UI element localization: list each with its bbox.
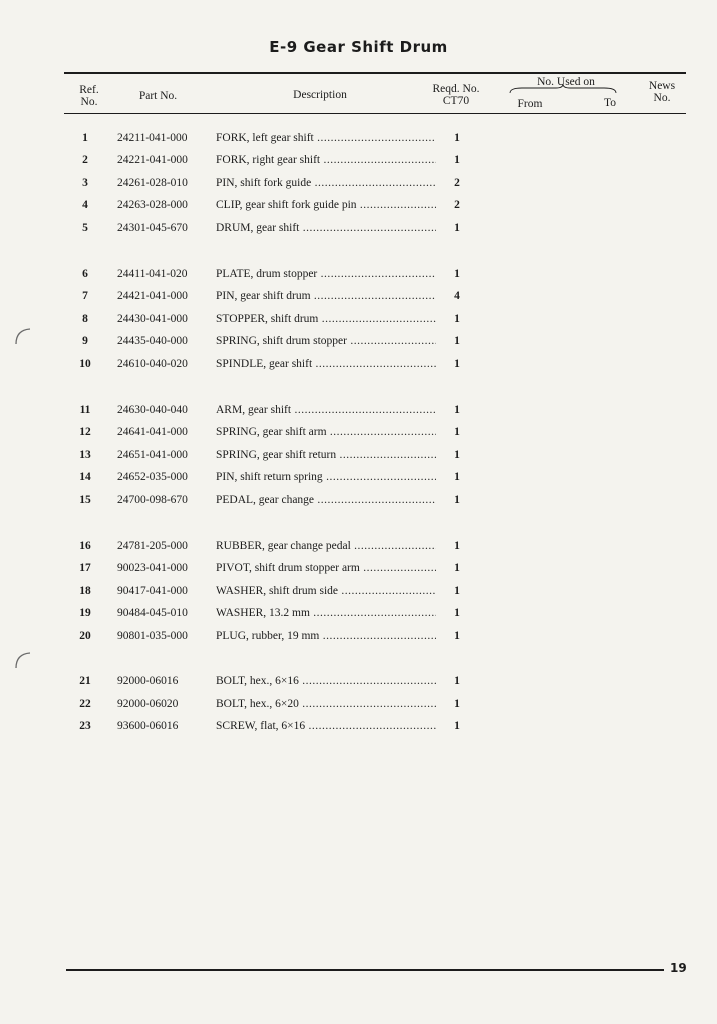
required-quantity: 1 <box>454 358 460 370</box>
part-number: 24641-041-000 <box>117 426 188 438</box>
part-number: 24221-041-000 <box>117 154 188 166</box>
ref-number: 10 <box>79 358 91 370</box>
page-number: 19 <box>670 961 687 975</box>
part-number: 24411-041-020 <box>117 268 188 280</box>
ref-number: 12 <box>79 426 91 438</box>
required-quantity: 1 <box>454 132 460 144</box>
ref-number: 8 <box>82 313 88 325</box>
part-description: WASHER, 13.2 mm ..... <box>216 607 436 619</box>
required-quantity: 1 <box>454 494 460 506</box>
part-number: 93600-06016 <box>117 720 179 732</box>
ref-number: 21 <box>79 675 91 687</box>
required-quantity: 1 <box>454 268 460 280</box>
ref-number: 7 <box>82 290 88 302</box>
ref-number: 6 <box>82 268 88 280</box>
part-description: FORK, right gear shift ..... <box>216 154 436 166</box>
required-quantity: 1 <box>454 154 460 166</box>
required-quantity: 1 <box>454 449 460 461</box>
part-number: 90417-041-000 <box>117 585 188 597</box>
ref-number: 17 <box>79 562 91 574</box>
part-number: 92000-06020 <box>117 698 179 710</box>
ref-number: 5 <box>82 222 88 234</box>
table-row <box>0 199 717 219</box>
part-description: PIN, gear shift drum ..... <box>216 290 436 302</box>
part-number: 24781-205-000 <box>117 540 188 552</box>
part-description: SPRING, gear shift return ..... <box>216 449 436 461</box>
header-news-no: News No. <box>648 80 676 104</box>
part-description: FORK, left gear shift ..... <box>216 132 436 144</box>
part-number: 24610-040-020 <box>117 358 188 370</box>
required-quantity: 1 <box>454 313 460 325</box>
part-number: 90484-045-010 <box>117 607 188 619</box>
part-description: SPRING, gear shift arm ..... <box>216 426 436 438</box>
required-quantity: 1 <box>454 540 460 552</box>
part-description: SCREW, flat, 6×16 ..... <box>216 720 436 732</box>
required-quantity: 4 <box>454 290 460 302</box>
part-description: PEDAL, gear change ..... <box>216 494 436 506</box>
part-description: BOLT, hex., 6×20 ..... <box>216 698 436 710</box>
required-quantity: 1 <box>454 630 460 642</box>
part-number: 24301-045-670 <box>117 222 188 234</box>
table-row <box>0 494 717 514</box>
part-description: DRUM, gear shift ..... <box>216 222 436 234</box>
part-number: 24630-040-040 <box>117 404 188 416</box>
ref-number: 20 <box>79 630 91 642</box>
header-to: To <box>604 97 616 109</box>
ref-number: 19 <box>79 607 91 619</box>
part-description: RUBBER, gear change pedal ..... <box>216 540 436 552</box>
table-row <box>0 313 717 333</box>
required-quantity: 1 <box>454 585 460 597</box>
part-number: 24700-098-670 <box>117 494 188 506</box>
table-row <box>0 358 717 378</box>
part-number: 92000-06016 <box>117 675 179 687</box>
table-row <box>0 222 717 242</box>
required-quantity: 2 <box>454 199 460 211</box>
required-quantity: 1 <box>454 471 460 483</box>
part-description: SPINDLE, gear shift ..... <box>216 358 436 370</box>
part-description: BOLT, hex., 6×16 ..... <box>216 675 436 687</box>
ref-number: 23 <box>79 720 91 732</box>
table-row <box>0 154 717 174</box>
part-number: 24652-035-000 <box>117 471 188 483</box>
page-title: E-9 Gear Shift Drum <box>269 38 448 56</box>
part-number: 24421-041-000 <box>117 290 188 302</box>
part-description: ARM, gear shift ..... <box>216 404 436 416</box>
table-row <box>0 562 717 582</box>
part-number: 24651-041-000 <box>117 449 188 461</box>
ref-number: 14 <box>79 471 91 483</box>
part-number: 90801-035-000 <box>117 630 188 642</box>
required-quantity: 1 <box>454 335 460 347</box>
required-quantity: 2 <box>454 177 460 189</box>
header-from: From <box>517 98 543 110</box>
required-quantity: 1 <box>454 698 460 710</box>
header-no-used-on: No. Used on <box>537 76 595 88</box>
table-row <box>0 290 717 310</box>
ref-number: 18 <box>79 585 91 597</box>
table-row <box>0 335 717 355</box>
table-row <box>0 720 717 740</box>
table-row <box>0 675 717 695</box>
punch-hole-mark <box>12 324 34 346</box>
part-description: WASHER, shift drum side ..... <box>216 585 436 597</box>
table-row <box>0 132 717 152</box>
required-quantity: 1 <box>454 607 460 619</box>
part-description: PIN, shift return spring ..... <box>216 471 436 483</box>
punch-hole-mark <box>12 648 34 670</box>
table-row <box>0 698 717 718</box>
required-quantity: 1 <box>454 675 460 687</box>
part-description: STOPPER, shift drum ..... <box>216 313 436 325</box>
footer-rule <box>66 969 664 971</box>
table-row <box>0 607 717 627</box>
part-description: PLUG, rubber, 19 mm ..... <box>216 630 436 642</box>
header-ref-no: Ref. No. <box>79 84 99 108</box>
required-quantity: 1 <box>454 222 460 234</box>
required-quantity: 1 <box>454 720 460 732</box>
table-row <box>0 585 717 605</box>
ref-number: 2 <box>82 154 88 166</box>
table-row <box>0 471 717 491</box>
required-quantity: 1 <box>454 426 460 438</box>
table-header-rule <box>64 113 686 114</box>
header-brace <box>508 84 618 94</box>
ref-number: 1 <box>82 132 88 144</box>
part-number: 24261-028-010 <box>117 177 188 189</box>
part-number: 24263-028-000 <box>117 199 188 211</box>
part-number: 90023-041-000 <box>117 562 188 574</box>
part-description: SPRING, shift drum stopper ..... <box>216 335 436 347</box>
part-description: PIVOT, shift drum stopper arm ..... <box>216 562 436 574</box>
table-top-rule <box>64 72 686 74</box>
table-row <box>0 630 717 650</box>
table-row <box>0 404 717 424</box>
ref-number: 22 <box>79 698 91 710</box>
ref-number: 4 <box>82 199 88 211</box>
ref-number: 9 <box>82 335 88 347</box>
table-row <box>0 540 717 560</box>
table-row <box>0 268 717 288</box>
required-quantity: 1 <box>454 404 460 416</box>
ref-number: 3 <box>82 177 88 189</box>
ref-number: 11 <box>79 404 91 416</box>
part-description: CLIP, gear shift fork guide pin ..... <box>216 199 436 211</box>
table-row <box>0 177 717 197</box>
ref-number: 13 <box>79 449 91 461</box>
header-reqd-no: Reqd. No. <box>432 83 480 95</box>
required-quantity: 1 <box>454 562 460 574</box>
ref-number: 16 <box>79 540 91 552</box>
part-description: PLATE, drum stopper ..... <box>216 268 436 280</box>
part-number: 24211-041-000 <box>117 132 188 144</box>
part-number: 24435-040-000 <box>117 335 188 347</box>
header-part-no: Part No. <box>138 90 178 102</box>
part-description: PIN, shift fork guide ..... <box>216 177 436 189</box>
header-model: CT70 <box>442 95 470 107</box>
table-row <box>0 449 717 469</box>
header-description: Description <box>293 89 347 101</box>
part-number: 24430-041-000 <box>117 313 188 325</box>
ref-number: 15 <box>79 494 91 506</box>
table-row <box>0 426 717 446</box>
